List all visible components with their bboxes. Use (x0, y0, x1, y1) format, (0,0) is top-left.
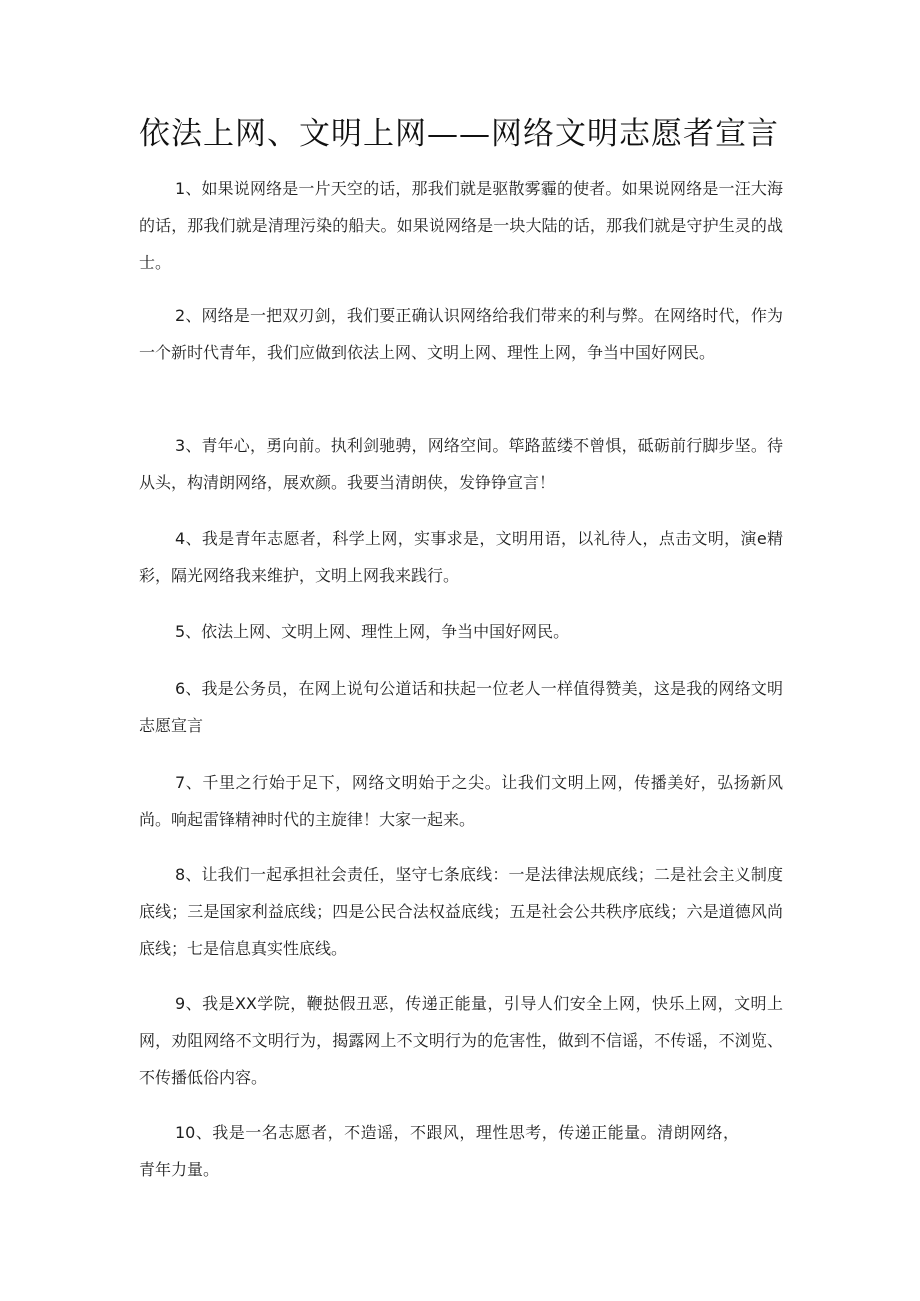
paragraph-1: 1、如果说网络是一片天空的话，那我们就是驱散雾霾的使者。如果说网络是一汪大海的话，那我们就是清理污染的船夫。如果说网络是一块大陆的话，那我们就是守护生灵的战士。 (139, 179, 783, 272)
paragraph-3: 3、青年心，勇向前。执利剑驰骋，网络空间。筚路蓝缕不曾惧，砥砺前行脚步坚。待从头，构清朗网络，展欢颜。我要当清朗侠，发铮铮宣言！ (139, 436, 783, 492)
paragraph-5: 5、依法上网、文明上网、理性上网，争当中国好网民。 (175, 622, 570, 641)
paragraph-4: 4、我是青年志愿者，科学上网，实事求是，文明用语，以礼待人，点击文明，演e精彩，隔光网络我来维护，文明上网我来践行。 (139, 529, 783, 585)
paragraph-6: 6、我是公务员，在网上说句公道话和扶起一位老人一样值得赞美，这是我的网络文明志愿宣言 (139, 679, 783, 735)
paragraph-8: 8、让我们一起承担社会责任，坚守七条底线：一是法律法规底线；二是社会主义制度底线；三是国家利益底线；四是公民合法权益底线；五是社会公共秩序底线；六是道德风尚底线；七是信息真实性底线。 (139, 865, 783, 958)
paragraph-2: 2、网络是一把双刃剑，我们要正确认识网络给我们带来的利与弊。在网络时代，作为一个新时代青年，我们应做到依法上网、文明上网、理性上网，争当中国好网民。 (139, 306, 783, 362)
paragraph-9: 9、我是XX学院，鞭挞假丑恶，传递正能量，引导人们安全上网，快乐上网，文明上网，劝阻网络不文明行为，揭露网上不文明行为的危害性，做到不信谣，不传谣，不浏览、不传播低俗内容。 (139, 994, 783, 1087)
paragraph-7: 7、千里之行始于足下，网络文明始于之尖。让我们文明上网，传播美好，弘扬新风尚。响起雷锋精神时代的主旋律！大家一起来。 (139, 773, 783, 829)
paragraph-10: 10、我是一名志愿者，不造谣，不跟风，理性思考，传递正能量。清朗网络，青年力量。 (139, 1123, 739, 1179)
document-title: 依法上网、文明上网——网络文明志愿者宣言 (139, 116, 779, 152)
